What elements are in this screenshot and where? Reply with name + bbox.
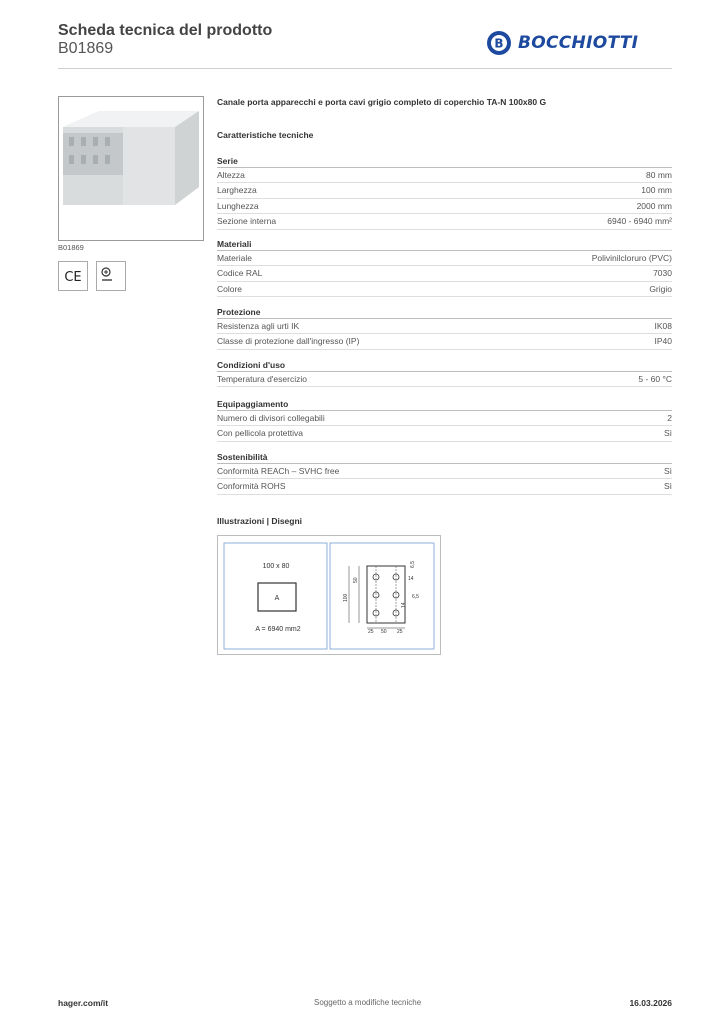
- dim-label: 14: [401, 602, 407, 608]
- spec-row: [217, 319, 672, 334]
- dim-label: 25: [368, 629, 374, 635]
- section-condizioni: [217, 359, 672, 387]
- spec-label: Conformità ROHS: [217, 481, 286, 492]
- spec-label: Materiale: [217, 253, 252, 263]
- spec-label: Classe di protezione dall'ingresso (IP): [217, 336, 360, 347]
- spec-label: Altezza: [217, 170, 245, 180]
- product-image: [58, 96, 204, 241]
- section-title: Serie: [217, 155, 672, 168]
- spec-label: Lunghezza: [217, 200, 259, 211]
- spec-label: Temperatura d'esercizio: [217, 374, 307, 384]
- spec-row: [217, 334, 672, 349]
- dim-label: 25: [397, 629, 403, 635]
- brand-mark-icon: [486, 30, 512, 56]
- section-materiali: [217, 238, 672, 297]
- spec-row: [217, 464, 672, 479]
- spec-label: Colore: [217, 283, 243, 294]
- spec-row: [217, 199, 672, 214]
- section-title: Protezione: [217, 306, 672, 319]
- spec-value: Sì: [663, 466, 672, 476]
- spec-label: Conformità REACh – SVHC free: [217, 466, 340, 476]
- spec-row: [217, 266, 672, 281]
- section-protezione: [217, 306, 672, 350]
- spec-row: [217, 479, 672, 494]
- spec-value: 6940 - 6940 mm²: [607, 216, 672, 227]
- product-code: B01869: [58, 40, 114, 57]
- dim-label: 6,5: [412, 594, 419, 600]
- spec-label: Numero di divisori collegabili: [217, 413, 325, 423]
- brand-logo: [486, 30, 638, 56]
- dim-label: 6,5: [410, 561, 416, 568]
- spec-label: Sezione interna: [217, 216, 277, 227]
- dim-label: 14: [408, 576, 414, 582]
- technical-drawing: [217, 535, 441, 655]
- spec-row: [217, 183, 672, 198]
- spec-value: 80 mm: [646, 170, 672, 180]
- spec-value: Grigio: [649, 283, 672, 294]
- spec-row: [217, 214, 672, 229]
- spec-label: Larghezza: [217, 185, 257, 196]
- section-equipaggiamento: [217, 398, 672, 442]
- spec-label: Codice RAL: [217, 268, 263, 279]
- illustrations-heading: Illustrazioni | Disegni: [217, 516, 303, 526]
- section-title: Sostenibilità: [217, 451, 672, 464]
- spec-row: [217, 168, 672, 183]
- dim-label: 50: [353, 577, 359, 583]
- section-serie: [217, 155, 672, 230]
- section-size-label: 100 x 80: [262, 563, 290, 570]
- spec-value: Sì: [663, 481, 672, 492]
- specs-heading: Caratteristiche tecniche: [217, 130, 314, 140]
- dim-label: 100: [343, 593, 349, 602]
- page-title: Scheda tecnica del prodotto: [58, 22, 273, 39]
- spec-row: [217, 282, 672, 297]
- spec-value: Polivinilcloruro (PVC): [591, 253, 672, 263]
- spec-row: [217, 251, 672, 266]
- section-title: Materiali: [217, 238, 672, 251]
- footer-date: 16.03.2026: [629, 998, 672, 1008]
- section-sostenibilita: [217, 451, 672, 495]
- quality-mark-icon: [96, 261, 126, 291]
- spec-row: [217, 411, 672, 426]
- section-title: Condizioni d'uso: [217, 359, 672, 372]
- image-caption: B01869: [58, 243, 84, 252]
- spec-row: [217, 372, 672, 387]
- brand-name: BOCCHIOTTI: [518, 33, 639, 53]
- section-area-letter: A: [274, 595, 280, 602]
- footer-note: Soggetto a modifiche tecniche: [314, 998, 422, 1007]
- footer-website[interactable]: hager.com/it: [58, 998, 109, 1008]
- spec-value: 7030: [653, 268, 672, 279]
- section-area-label: A = 6940 mm2: [255, 626, 301, 633]
- dim-label: 50: [381, 629, 387, 635]
- section-title: Equipaggiamento: [217, 398, 672, 411]
- spec-value: IP40: [654, 336, 672, 347]
- spec-value: 2000 mm: [636, 200, 672, 211]
- header-divider: [58, 68, 672, 69]
- spec-label: Con pellicola protettiva: [217, 428, 303, 439]
- ce-mark-icon: [58, 261, 88, 291]
- spec-value: 2: [667, 413, 672, 423]
- svg-text:CE: CE: [64, 270, 82, 285]
- product-name: Canale porta apparecchi e porta cavi grigio completo di coperchio TA-N 100x80 G: [217, 97, 547, 107]
- svg-text:B: B: [494, 36, 504, 51]
- spec-value: 5 - 60 °C: [638, 374, 672, 384]
- spec-row: [217, 426, 672, 441]
- spec-value: IK08: [654, 321, 672, 331]
- spec-value: 100 mm: [641, 185, 672, 196]
- spec-value: Sì: [663, 428, 672, 439]
- spec-label: Resistenza agli urti IK: [217, 321, 300, 331]
